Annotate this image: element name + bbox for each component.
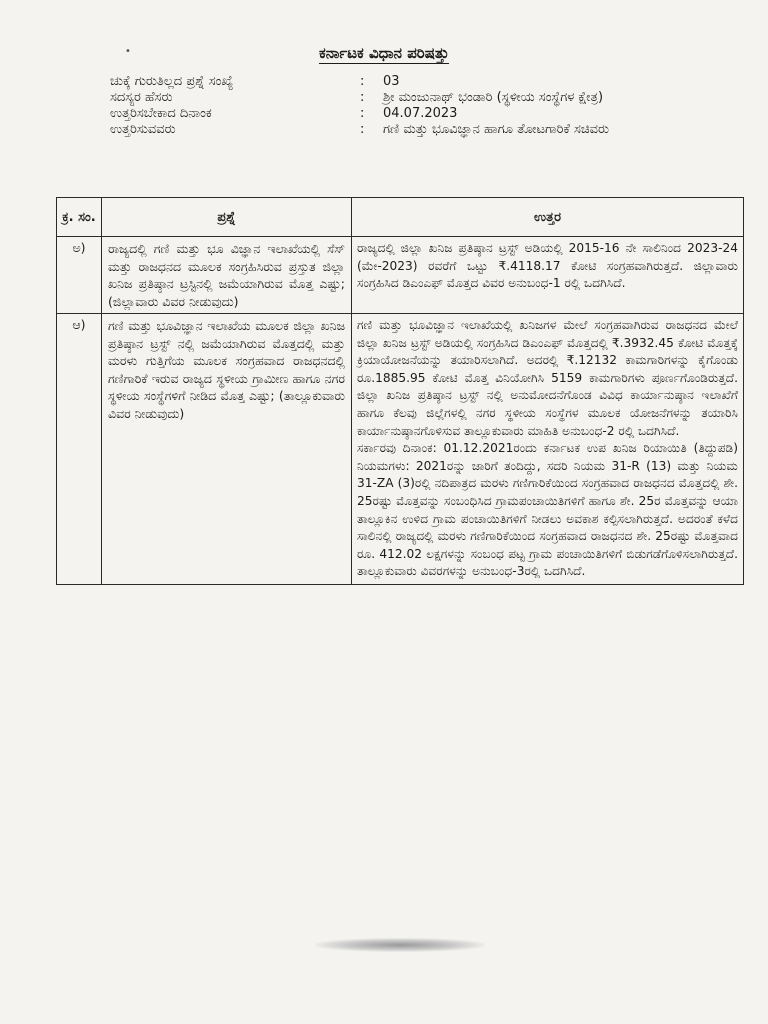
row-number: ಆ) xyxy=(57,314,102,585)
row-number: ಅ) xyxy=(57,237,102,314)
answer-text: ರಾಜ್ಯದಲ್ಲಿ ಜಿಲ್ಲಾ ಖನಿಜ ಪ್ರತಿಷ್ಠಾನ ಟ್ರಸ್ಟ್ ಅಡಿಯಲ್ಲಿ 2015-16 ನೇ ಸಾಲಿನಿಂದ 2023-24 (ಮೇ-2023) ರವರೆಗೆ ಒಟ್ಟು ₹.4118.17 ಕೋಟಿ ಸಂಗ್ರಹವಾಗಿರುತ್ತದೆ. ಜಿಲ್ಲಾವಾರು ಸಂಗ್ರಹಿಸಿದ ಡಿಎಂಎಫ್ ಮೊತ್ತದ ವಿವರ ಅನುಬಂಧ-1 ರಲ್ಲಿ ಒದಗಿಸಿದೆ. xyxy=(352,237,744,314)
meta-row-question-number: ಚುಕ್ಕೆ ಗುರುತಿಲ್ಲದ ಪ್ರಶ್ನೆ ಸಂಖ್ಯೆ : 03 xyxy=(110,74,740,90)
header-answer: ಉತ್ತರ xyxy=(352,198,744,237)
question-answer-table xyxy=(56,197,744,585)
meta-label: ಚುಕ್ಕೆ ಗುರುತಿಲ್ಲದ ಪ್ರಶ್ನೆ ಸಂಖ್ಯೆ xyxy=(110,74,234,89)
meta-row-answering-minister: ಉತ್ತರಿಸುವವರು : ಗಣಿ ಮತ್ತು ಭೂವಿಜ್ಞಾನ ಹಾಗೂ ತೋಟಗಾರಿಕೆ ಸಚಿವರು xyxy=(110,122,740,138)
meta-label: ಸದಸ್ಯರ ಹೆಸರು xyxy=(110,90,173,105)
scan-mark: • xyxy=(125,46,131,57)
header-serial-number: ಕ್ರ. ಸಂ. xyxy=(57,198,102,237)
meta-value: 04.07.2023 xyxy=(383,106,458,121)
answer-paragraph: ಸರ್ಕಾರವು ದಿನಾಂಕ: 01.12.2021ರಂದು ಕರ್ನಾಟಕ ಉಪ ಖನಿಜ ರಿಯಾಯಿತಿ (ತಿದ್ದುಪಡಿ) ನಿಯಮಗಳು: 2021ರನ್ನು ಜಾರಿಗೆ ತಂದಿದ್ದು, ಸದರಿ ನಿಯಮ 31-R (13) ಮತ್ತು ನಿಯಮ 31-ZA (3)ರಲ್ಲಿ ನದಿಪಾತ್ರದ ಮರಳು ಗಣಿಗಾರಿಕೆಯಿಂದ ಸಂಗ್ರಹವಾದ ರಾಜಧನದ ಮೊತ್ತದಲ್ಲಿ ಶೇ. 25ರಷ್ಟು ಮೊತ್ತವನ್ನು ಸಂಬಂಧಿಸಿದ ಗ್ರಾಮಪಂಚಾಯಿತಿಗಳಿಗೆ ಹಾಗೂ ಶೇ. 25ರ ಮೊತ್ತವನ್ನು ಆಯಾ ತಾಲ್ಲೂಕಿನ ಉಳಿದ ಗ್ರಾಮ ಪಂಚಾಯಿತಿಗಳಿಗೆ ನೀಡಲು ಅವಕಾಶ ಕಲ್ಪಿಸಲಾಗಿರುತ್ತದೆ. ಅದರಂತೆ ಕಳೆದ ಸಾಲಿನಲ್ಲಿ ರಾಜ್ಯದಲ್ಲಿ ಮರಳು ಗಣಿಗಾರಿಕೆಯಿಂದ ಸಂಗ್ರಹವಾದ ರಾಜಧನದ ಶೇ. 25ರಷ್ಟು ಮೊತ್ತವಾದ ರೂ. 412.02 ಲಕ್ಷಗಳನ್ನು ಸಂಬಂಧ ಪಟ್ಟ ಗ್ರಾಮ ಪಂಚಾಯಿತಿಗಳಿಗೆ ಬಿಡುಗಡೆಗೊಳಿಸಲಾಗಿರುತ್ತದೆ. ತಾಲ್ಲೂಕುವಾರು ವಿವರಗಳನ್ನು ಅನುಬಂಧ-3ರಲ್ಲಿ ಒದಗಿಸಿದೆ. xyxy=(357,441,738,579)
answer-paragraph: ಗಣಿ ಮತ್ತು ಭೂವಿಜ್ಞಾನ ಇಲಾಖೆಯಲ್ಲಿ ಖನಿಜಗಳ ಮೇಲೆ ಸಂಗ್ರಹವಾಗಿರುವ ರಾಜಧನದ ಮೇಲೆ ಜಿಲ್ಲಾ ಖನಿಜ ಟ್ರಸ್ಟ್ ಅಡಿಯಲ್ಲಿ ಸಂಗ್ರಹಿಸಿದ ಡಿಎಂಎಫ್ ಮೊತ್ತದಲ್ಲಿ ₹.3932.45 ಕೋಟಿ ಮೊತ್ತಕ್ಕೆ ಕ್ರಿಯಾಯೋಜನೆಯನ್ನು ತಯಾರಿಸಲಾಗಿದೆ. ಅದರಲ್ಲಿ ₹.12132 ಕಾಮಗಾರಿಗಳನ್ನು ಕೈಗೊಂಡು ರೂ.1885.95 ಕೋಟಿ ಮೊತ್ತ ವಿನಿಯೋಗಿಸಿ 5159 ಕಾಮಗಾರಿಗಳು ಪೂರ್ಣಗೊಂಡಿರುತ್ತದೆ. ಜಿಲ್ಲಾ ಖನಿಜ ಪ್ರತಿಷ್ಠಾನ ಟ್ರಸ್ಟ್ ನಲ್ಲಿ ಅನುಮೋದನೆಗೊಂಡ ವಿವಿಧ ಕಾರ್ಯಾನುಷ್ಠಾನ ಇಲಾಖೆಗೆ ಹಾಗೂ ಕೆಲವು ಜಿಲ್ಲೆಗಳಲ್ಲಿ ನಗರ ಸ್ಥಳೀಯ ಸಂಸ್ಥೆಗಳ ಮೂಲಕ ಯೋಜನೆಗಳನ್ನು ತಯಾರಿಸಿ ಕಾರ್ಯಾನುಷ್ಠಾನಗೊಳಿಸುವ ತಾಲ್ಲೂಕುವಾರು ಮಾಹಿತಿ ಅನುಬಂಧ-2 ರಲ್ಲಿ ಒದಗಿಸಿದೆ. xyxy=(357,318,738,438)
answer-cell xyxy=(352,314,744,585)
scan-smudge xyxy=(315,938,485,952)
table-header-row xyxy=(57,198,744,237)
question-metadata xyxy=(110,74,740,138)
meta-label: ಉತ್ತರಿಸಬೇಕಾದ ದಿನಾಂಕ xyxy=(110,106,212,121)
question-text: ಗಣಿ ಮತ್ತು ಭೂವಿಜ್ಞಾನ ಇಲಾಖೆಯ ಮೂಲಕ ಜಿಲ್ಲಾ ಖನಿಜ ಪ್ರತಿಷ್ಠಾನ ಟ್ರಸ್ಟ್ ನಲ್ಲಿ ಜಮೆಯಾಗಿರುವ ಮೊತ್ತದಲ್ಲಿ ಮತ್ತು ಮರಳು ಗುತ್ತಿಗೆಯ ಮೂಲಕ ಸಂಗ್ರಹವಾದ ರಾಜಧನದಲ್ಲಿ ಗಣಿಗಾರಿಕೆ ಇರುವ ರಾಜ್ಯದ ಸ್ಥಳೀಯ ಗ್ರಾಮೀಣ ಹಾಗೂ ನಗರ ಸ್ಥಳೀಯ ಸಂಸ್ಥೆಗಳಿಗೆ ನೀಡಿದ ಮೊತ್ತ ಎಷ್ಟು; (ತಾಲ್ಲೂಕುವಾರು ವಿವರ ನೀಡುವುದು) xyxy=(102,314,352,585)
meta-value: 03 xyxy=(383,74,400,89)
meta-row-answer-date: ಉತ್ತರಿಸಬೇಕಾದ ದಿನಾಂಕ : 04.07.2023 xyxy=(110,106,740,122)
meta-label: ಉತ್ತರಿಸುವವರು xyxy=(110,122,176,137)
table-row xyxy=(57,314,744,585)
meta-value: ಗಣಿ ಮತ್ತು ಭೂವಿಜ್ಞಾನ ಹಾಗೂ ತೋಟಗಾರಿಕೆ ಸಚಿವರು xyxy=(383,122,610,137)
meta-value: ಶ್ರೀ ಮಂಜುನಾಥ್ ಭಂಡಾರಿ (ಸ್ಥಳೀಯ ಸಂಸ್ಥೆಗಳ ಕ್ಷೇತ್ರ) xyxy=(383,90,604,105)
question-text: ರಾಜ್ಯದಲ್ಲಿ ಗಣಿ ಮತ್ತು ಭೂ ವಿಜ್ಞಾನ ಇಲಾಖೆಯಲ್ಲಿ ಸೆಸ್ ಮತ್ತು ರಾಜಧನದ ಮೂಲಕ ಸಂಗ್ರಹಿಸಿರುವ ಪ್ರಸ್ತುತ ಜಿಲ್ಲಾ ಖನಿಜ ಪ್ರತಿಷ್ಠಾನ ಟ್ರಸ್ಟಿನಲ್ಲಿ ಜಮೆಯಾಗಿರುವ ಮೊತ್ತ ಎಷ್ಟು; (ಜಿಲ್ಲಾವಾರು ವಿವರ ನೀಡುವುದು) xyxy=(102,237,352,314)
table-row xyxy=(57,237,744,314)
meta-row-member-name: ಸದಸ್ಯರ ಹೆಸರು : ಶ್ರೀ ಮಂಜುನಾಥ್ ಭಂಡಾರಿ (ಸ್ಥಳೀಯ ಸಂಸ್ಥೆಗಳ ಕ್ಷೇತ್ರ) xyxy=(110,90,740,106)
header-question: ಪ್ರಶ್ನೆ xyxy=(102,198,352,237)
document-title-text: ಕರ್ನಾಟಕ ವಿಧಾನ ಪರಿಷತ್ತು xyxy=(319,44,449,62)
document-title xyxy=(0,44,768,62)
